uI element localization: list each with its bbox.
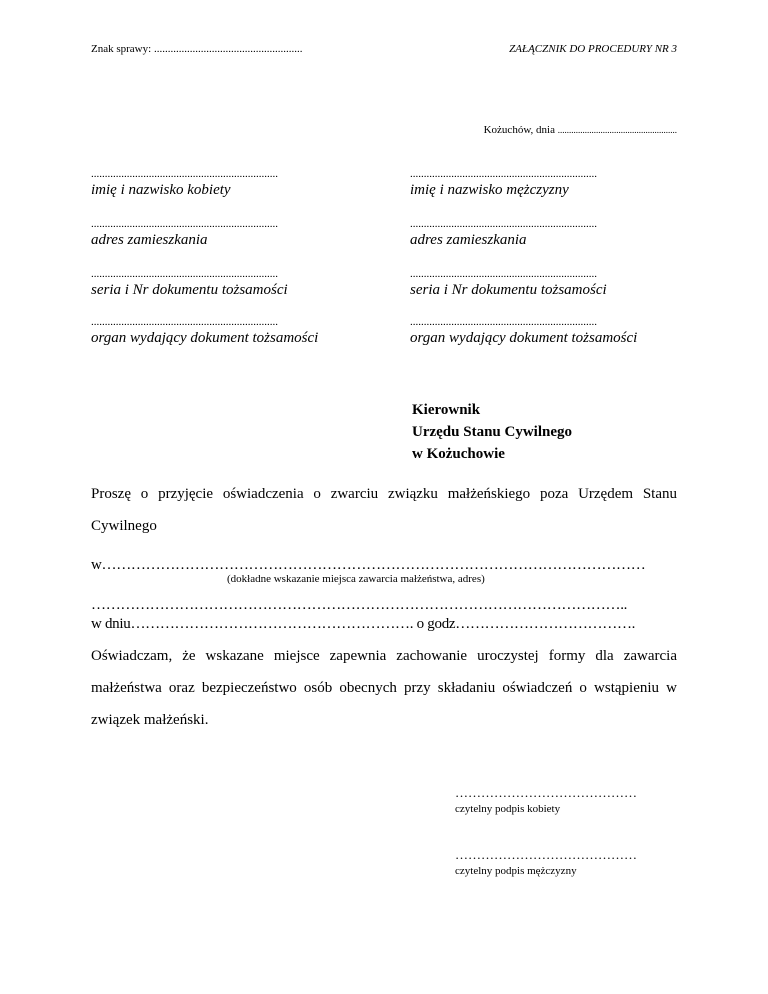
place-date-label: Kożuchów, dnia <box>483 124 555 136</box>
woman-id-label: seria i Nr dokumentu tożsamości <box>91 282 288 298</box>
addressee-line-2: Urzędu Stanu Cywilnego <box>412 424 573 440</box>
addressee-line-1: Kierownik <box>412 402 481 418</box>
woman-signature-label: czytelny podpis kobiety <box>455 803 561 815</box>
woman-issuer-dots: .................................................................... <box>91 316 278 328</box>
woman-name-label: imię i nazwisko kobiety <box>91 182 231 198</box>
case-number-dots: ...................................................... <box>153 43 303 55</box>
woman-address-label: adres zamieszkania <box>91 232 208 248</box>
man-name-label: imię i nazwisko mężczyzny <box>410 182 569 198</box>
man-address-dots: .................................................................... <box>410 218 597 230</box>
woman-name-dots: .................................................................... <box>91 168 278 180</box>
woman-id-dots: .................................................................... <box>91 268 278 280</box>
place-line-2: ……………………………………………………………………………………………….. <box>91 597 628 613</box>
man-signature-dots: …………………………………… <box>455 847 637 862</box>
man-id-label: seria i Nr dokumentu tożsamości <box>410 282 607 298</box>
declaration-paragraph: Oświadczam, że wskazane miejsce zapewnia zachowanie uroczystej formy dla zawarcia małżeństwa oraz bezpieczeństwo osób obecnych przy składaniu oświadczeń o wstąpieniu w związek małżeński. <box>91 648 677 728</box>
woman-address-dots: .................................................................... <box>91 218 278 230</box>
man-name-dots: .................................................................... <box>410 168 597 180</box>
date-time-line: w dniu…………………………………………………. o godz………………………………. <box>91 616 636 632</box>
attachment-title: ZAŁĄCZNIK DO PROCEDURY NR 3 <box>509 43 677 55</box>
man-signature-label: czytelny podpis mężczyzny <box>455 865 577 877</box>
man-issuer-label: organ wydający dokument tożsamości <box>410 330 638 346</box>
place-line: w………………………………………………………………………………………………… <box>91 557 646 573</box>
man-issuer-dots: .................................................................... <box>410 316 597 328</box>
place-date <box>484 124 677 136</box>
place-hint: (dokładne wskazanie miejsca zawarcia małżeństwa, adres) <box>227 573 485 585</box>
woman-signature-dots: …………………………………… <box>455 785 637 800</box>
addressee-line-3: w Kożuchowie <box>412 446 505 462</box>
man-id-dots: .................................................................... <box>410 268 597 280</box>
place-date-dots: ..................................................... <box>557 125 677 135</box>
request-paragraph: Proszę o przyjęcie oświadczenia o zwarciu związku małżeńskiego poza Urzędem Stanu Cywilnego <box>91 486 677 534</box>
case-number-label: Znak sprawy: <box>91 43 152 55</box>
man-address-label: adres zamieszkania <box>410 232 527 248</box>
case-number <box>91 43 302 55</box>
woman-issuer-label: organ wydający dokument tożsamości <box>91 330 319 346</box>
